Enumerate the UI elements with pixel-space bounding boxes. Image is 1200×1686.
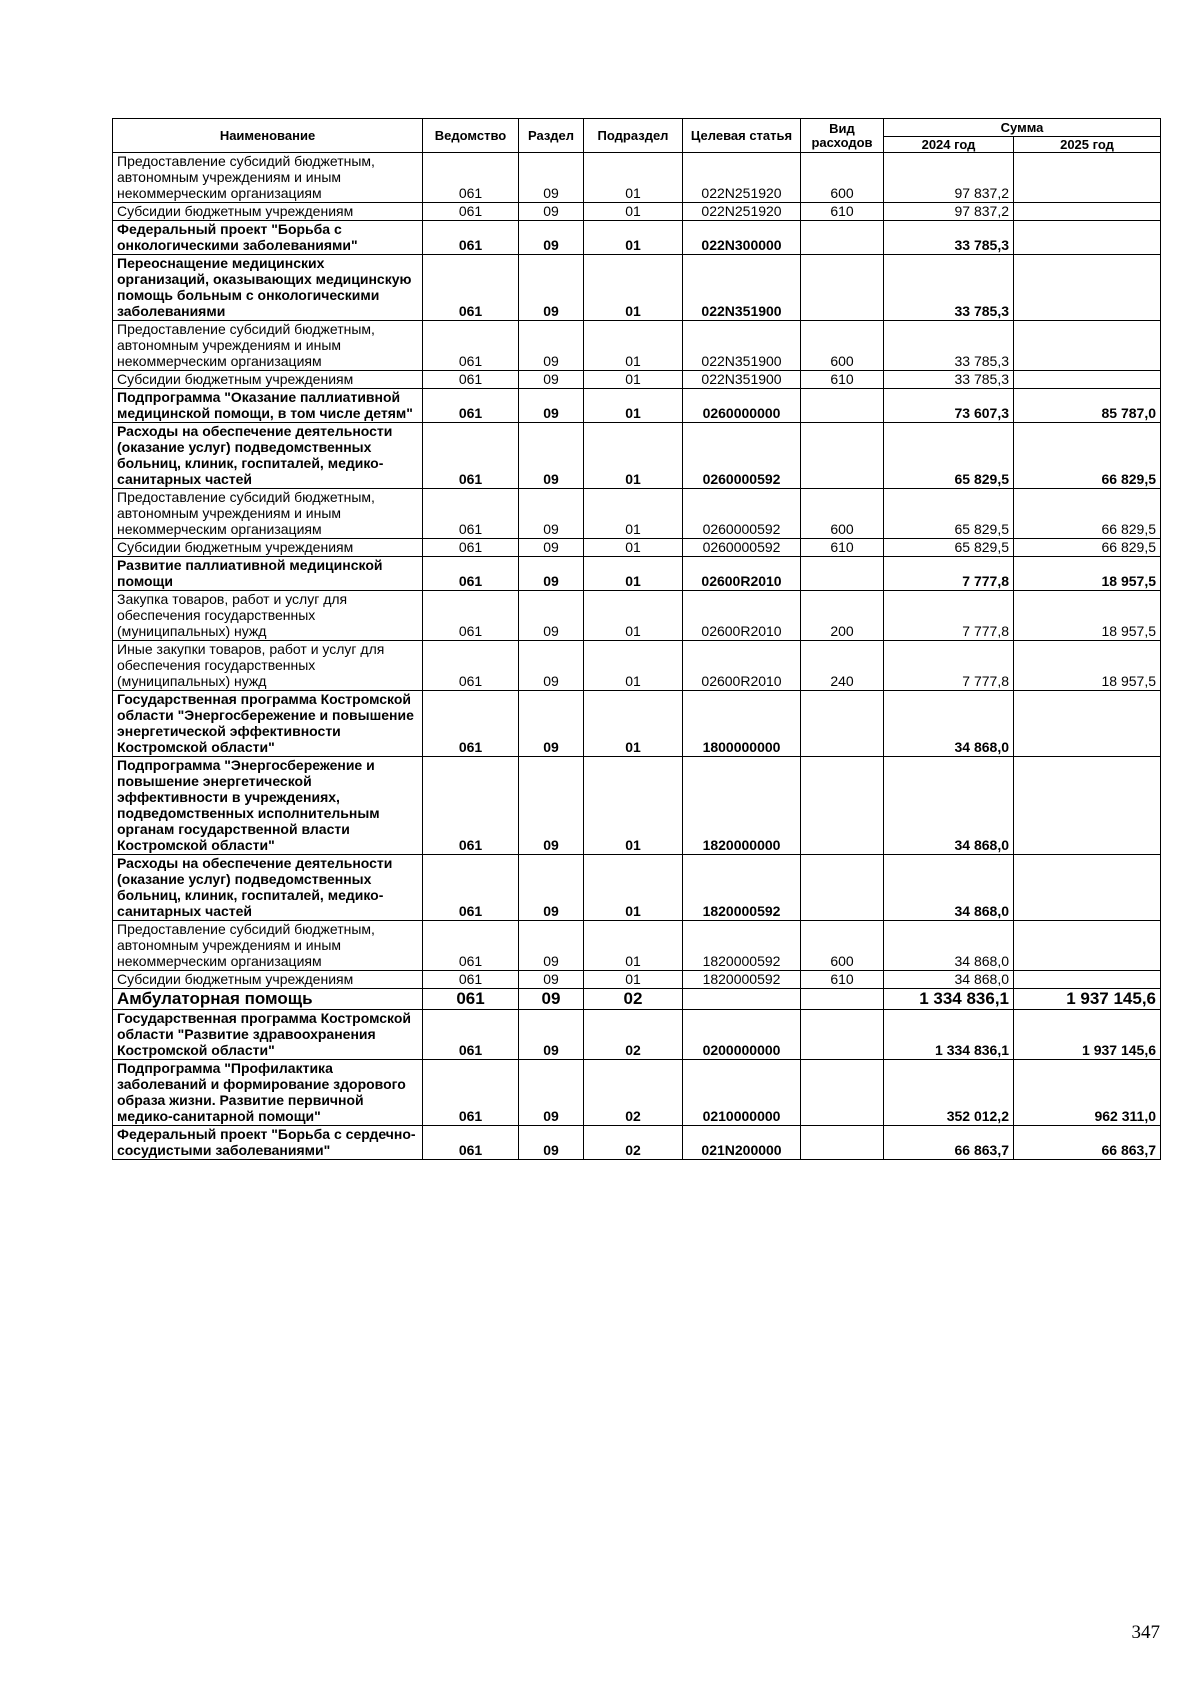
cell-dept: 061 <box>423 203 519 221</box>
table-row <box>113 1010 1161 1060</box>
cell-name: Государственная программа Костромской области "Развитие здравоохранения Костромской области" <box>113 1010 423 1060</box>
cell-section: 09 <box>519 153 584 203</box>
cell-target: 1820000000 <box>683 757 801 855</box>
cell-expense-type: 600 <box>801 489 884 539</box>
cell-target: 1820000592 <box>683 971 801 989</box>
cell-sum-2024: 34 868,0 <box>884 757 1014 855</box>
cell-target: 021N200000 <box>683 1126 801 1160</box>
cell-dept: 061 <box>423 971 519 989</box>
cell-section: 09 <box>519 321 584 371</box>
cell-section: 09 <box>519 371 584 389</box>
cell-name: Субсидии бюджетным учреждениям <box>113 371 423 389</box>
cell-target: 0260000592 <box>683 489 801 539</box>
cell-sum-2025 <box>1014 153 1161 203</box>
cell-name: Предоставление субсидий бюджетным, автономным учреждениям и иным некоммерческим организациям <box>113 153 423 203</box>
cell-dept: 061 <box>423 691 519 757</box>
cell-expense-type <box>801 557 884 591</box>
cell-sum-2024: 33 785,3 <box>884 255 1014 321</box>
table-row <box>113 153 1161 203</box>
table-row <box>113 539 1161 557</box>
cell-sum-2024: 65 829,5 <box>884 423 1014 489</box>
cell-target: 0210000000 <box>683 1060 801 1126</box>
cell-target: 022N251920 <box>683 203 801 221</box>
cell-dept: 061 <box>423 855 519 921</box>
cell-target: 1820000592 <box>683 921 801 971</box>
cell-subsection: 01 <box>584 489 683 539</box>
cell-subsection: 01 <box>584 557 683 591</box>
header-year-2024: 2024 год <box>884 137 1014 153</box>
cell-sum-2025: 18 957,5 <box>1014 557 1161 591</box>
cell-section: 09 <box>519 489 584 539</box>
header-name: Наименование <box>113 119 423 153</box>
cell-subsection: 01 <box>584 971 683 989</box>
cell-dept: 061 <box>423 489 519 539</box>
cell-subsection: 01 <box>584 691 683 757</box>
cell-name: Субсидии бюджетным учреждениям <box>113 539 423 557</box>
cell-sum-2024: 73 607,3 <box>884 389 1014 423</box>
cell-sum-2024: 34 868,0 <box>884 971 1014 989</box>
header-expense-type: Вид расходов <box>801 119 884 153</box>
table-row <box>113 255 1161 321</box>
cell-sum-2025 <box>1014 203 1161 221</box>
cell-expense-type <box>801 989 884 1010</box>
cell-expense-type <box>801 423 884 489</box>
table-row <box>113 203 1161 221</box>
cell-expense-type: 600 <box>801 921 884 971</box>
cell-dept: 061 <box>423 539 519 557</box>
cell-subsection: 01 <box>584 255 683 321</box>
cell-sum-2025 <box>1014 221 1161 255</box>
cell-target: 1820000592 <box>683 855 801 921</box>
cell-expense-type <box>801 1010 884 1060</box>
cell-sum-2024: 33 785,3 <box>884 321 1014 371</box>
cell-dept: 061 <box>423 371 519 389</box>
cell-expense-type <box>801 1126 884 1160</box>
cell-expense-type <box>801 389 884 423</box>
table-row <box>113 489 1161 539</box>
cell-name: Государственная программа Костромской области "Энергосбережение и повышение энергетической эффективности Костромской области" <box>113 691 423 757</box>
cell-dept: 061 <box>423 221 519 255</box>
cell-expense-type <box>801 691 884 757</box>
cell-section: 09 <box>519 989 584 1010</box>
cell-subsection: 01 <box>584 641 683 691</box>
cell-target <box>683 989 801 1010</box>
cell-sum-2025: 66 829,5 <box>1014 539 1161 557</box>
cell-subsection: 01 <box>584 539 683 557</box>
cell-sum-2025 <box>1014 757 1161 855</box>
table-row <box>113 1060 1161 1126</box>
cell-subsection: 01 <box>584 203 683 221</box>
table-row <box>113 371 1161 389</box>
cell-sum-2025: 1 937 145,6 <box>1014 1010 1161 1060</box>
cell-sum-2025 <box>1014 921 1161 971</box>
cell-sum-2024: 1 334 836,1 <box>884 1010 1014 1060</box>
cell-dept: 061 <box>423 1060 519 1126</box>
cell-sum-2024: 97 837,2 <box>884 203 1014 221</box>
cell-target: 02600R2010 <box>683 591 801 641</box>
table-header <box>113 119 1161 153</box>
cell-section: 09 <box>519 1010 584 1060</box>
cell-expense-type: 600 <box>801 321 884 371</box>
cell-subsection: 01 <box>584 423 683 489</box>
cell-sum-2024: 7 777,8 <box>884 557 1014 591</box>
table-row <box>113 691 1161 757</box>
header-sum: Сумма <box>884 119 1161 137</box>
cell-section: 09 <box>519 1060 584 1126</box>
cell-sum-2025: 66 829,5 <box>1014 489 1161 539</box>
cell-target: 022N351900 <box>683 321 801 371</box>
cell-name: Амбулаторная помощь <box>113 989 423 1010</box>
table-row <box>113 321 1161 371</box>
cell-sum-2024: 7 777,8 <box>884 591 1014 641</box>
cell-expense-type <box>801 255 884 321</box>
cell-dept: 061 <box>423 989 519 1010</box>
cell-subsection: 02 <box>584 1126 683 1160</box>
cell-subsection: 01 <box>584 321 683 371</box>
cell-subsection: 01 <box>584 921 683 971</box>
cell-target: 022N351900 <box>683 255 801 321</box>
cell-dept: 061 <box>423 591 519 641</box>
cell-target: 02600R2010 <box>683 557 801 591</box>
table-row <box>113 641 1161 691</box>
cell-subsection: 01 <box>584 591 683 641</box>
cell-sum-2025: 66 829,5 <box>1014 423 1161 489</box>
cell-section: 09 <box>519 591 584 641</box>
cell-section: 09 <box>519 855 584 921</box>
cell-sum-2025 <box>1014 321 1161 371</box>
cell-expense-type <box>801 1060 884 1126</box>
cell-sum-2024: 97 837,2 <box>884 153 1014 203</box>
cell-sum-2025: 962 311,0 <box>1014 1060 1161 1126</box>
table-row <box>113 557 1161 591</box>
cell-sum-2024: 65 829,5 <box>884 489 1014 539</box>
cell-expense-type: 610 <box>801 539 884 557</box>
cell-section: 09 <box>519 1126 584 1160</box>
cell-sum-2025: 1 937 145,6 <box>1014 989 1161 1010</box>
cell-target: 0200000000 <box>683 1010 801 1060</box>
cell-target: 02600R2010 <box>683 641 801 691</box>
cell-sum-2024: 66 863,7 <box>884 1126 1014 1160</box>
cell-sum-2024: 34 868,0 <box>884 855 1014 921</box>
cell-target: 0260000592 <box>683 539 801 557</box>
cell-dept: 061 <box>423 153 519 203</box>
cell-expense-type: 200 <box>801 591 884 641</box>
cell-dept: 061 <box>423 921 519 971</box>
cell-subsection: 01 <box>584 371 683 389</box>
cell-dept: 061 <box>423 1010 519 1060</box>
header-year-2025: 2025 год <box>1014 137 1161 153</box>
cell-name: Расходы на обеспечение деятельности (оказание услуг) подведомственных больниц, клиник, госпиталей, медико-санитарных частей <box>113 855 423 921</box>
cell-name: Предоставление субсидий бюджетным, автономным учреждениям и иным некоммерческим организациям <box>113 321 423 371</box>
table-row <box>113 971 1161 989</box>
cell-sum-2025 <box>1014 255 1161 321</box>
cell-sum-2025 <box>1014 855 1161 921</box>
cell-expense-type: 610 <box>801 371 884 389</box>
cell-expense-type: 600 <box>801 153 884 203</box>
cell-section: 09 <box>519 221 584 255</box>
cell-expense-type: 240 <box>801 641 884 691</box>
cell-target: 022N351900 <box>683 371 801 389</box>
cell-sum-2024: 7 777,8 <box>884 641 1014 691</box>
cell-expense-type <box>801 855 884 921</box>
cell-name: Федеральный проект "Борьба с сердечно-сосудистыми заболеваниями" <box>113 1126 423 1160</box>
cell-section: 09 <box>519 389 584 423</box>
cell-name: Субсидии бюджетным учреждениям <box>113 203 423 221</box>
budget-table <box>112 118 1161 1160</box>
cell-name: Развитие паллиативной медицинской помощи <box>113 557 423 591</box>
cell-subsection: 01 <box>584 389 683 423</box>
cell-target: 1800000000 <box>683 691 801 757</box>
table-row <box>113 1126 1161 1160</box>
cell-expense-type: 610 <box>801 203 884 221</box>
table-row <box>113 921 1161 971</box>
table-row <box>113 989 1161 1010</box>
table-row <box>113 423 1161 489</box>
cell-target: 022N251920 <box>683 153 801 203</box>
cell-subsection: 02 <box>584 1060 683 1126</box>
cell-section: 09 <box>519 423 584 489</box>
cell-dept: 061 <box>423 321 519 371</box>
header-target: Целевая статья <box>683 119 801 153</box>
cell-section: 09 <box>519 921 584 971</box>
cell-name: Субсидии бюджетным учреждениям <box>113 971 423 989</box>
cell-subsection: 01 <box>584 855 683 921</box>
cell-expense-type <box>801 221 884 255</box>
cell-section: 09 <box>519 557 584 591</box>
header-section: Раздел <box>519 119 584 153</box>
cell-sum-2025 <box>1014 371 1161 389</box>
table-row <box>113 591 1161 641</box>
cell-subsection: 02 <box>584 1010 683 1060</box>
cell-sum-2025 <box>1014 691 1161 757</box>
cell-section: 09 <box>519 255 584 321</box>
cell-name: Подпрограмма "Энергосбережение и повышение энергетической эффективности в учреждениях, подведомственных исполнительным органам государственной власти Костромской области" <box>113 757 423 855</box>
cell-section: 09 <box>519 691 584 757</box>
cell-target: 0260000000 <box>683 389 801 423</box>
cell-section: 09 <box>519 757 584 855</box>
cell-name: Расходы на обеспечение деятельности (оказание услуг) подведомственных больниц, клиник, госпиталей, медико-санитарных частей <box>113 423 423 489</box>
cell-name: Подпрограмма "Профилактика заболеваний и формирование здорового образа жизни. Развитие первичной медико-санитарной помощи" <box>113 1060 423 1126</box>
cell-sum-2024: 65 829,5 <box>884 539 1014 557</box>
cell-dept: 061 <box>423 389 519 423</box>
cell-name: Предоставление субсидий бюджетным, автономным учреждениям и иным некоммерческим организациям <box>113 921 423 971</box>
header-dept: Ведомство <box>423 119 519 153</box>
table-row <box>113 855 1161 921</box>
cell-sum-2024: 34 868,0 <box>884 691 1014 757</box>
cell-expense-type: 610 <box>801 971 884 989</box>
cell-section: 09 <box>519 203 584 221</box>
cell-subsection: 01 <box>584 153 683 203</box>
cell-sum-2024: 33 785,3 <box>884 221 1014 255</box>
cell-sum-2025 <box>1014 971 1161 989</box>
cell-dept: 061 <box>423 757 519 855</box>
cell-subsection: 02 <box>584 989 683 1010</box>
cell-sum-2025: 18 957,5 <box>1014 591 1161 641</box>
cell-sum-2024: 1 334 836,1 <box>884 989 1014 1010</box>
cell-expense-type <box>801 757 884 855</box>
cell-subsection: 01 <box>584 221 683 255</box>
cell-name: Закупка товаров, работ и услуг для обеспечения государственных (муниципальных) нужд <box>113 591 423 641</box>
cell-sum-2024: 352 012,2 <box>884 1060 1014 1126</box>
header-subsection: Подраздел <box>584 119 683 153</box>
cell-sum-2024: 33 785,3 <box>884 371 1014 389</box>
cell-section: 09 <box>519 641 584 691</box>
page-number: 347 <box>1131 1622 1160 1643</box>
cell-dept: 061 <box>423 1126 519 1160</box>
table-row <box>113 389 1161 423</box>
budget-sheet <box>112 118 1160 1160</box>
table-row <box>113 221 1161 255</box>
cell-dept: 061 <box>423 641 519 691</box>
cell-name: Подпрограмма "Оказание паллиативной медицинской помощи, в том числе детям" <box>113 389 423 423</box>
cell-sum-2025: 85 787,0 <box>1014 389 1161 423</box>
cell-sum-2025: 18 957,5 <box>1014 641 1161 691</box>
cell-target: 0260000592 <box>683 423 801 489</box>
cell-target: 022N300000 <box>683 221 801 255</box>
cell-name: Федеральный проект "Борьба с онкологическими заболеваниями" <box>113 221 423 255</box>
cell-dept: 061 <box>423 557 519 591</box>
cell-name: Предоставление субсидий бюджетным, автономным учреждениям и иным некоммерческим организациям <box>113 489 423 539</box>
table-body <box>113 153 1161 1160</box>
cell-subsection: 01 <box>584 757 683 855</box>
cell-dept: 061 <box>423 423 519 489</box>
cell-sum-2025: 66 863,7 <box>1014 1126 1161 1160</box>
table-row <box>113 757 1161 855</box>
cell-dept: 061 <box>423 255 519 321</box>
cell-name: Переоснащение медицинских организаций, оказывающих медицинскую помощь больным с онкологическими заболеваниями <box>113 255 423 321</box>
cell-section: 09 <box>519 539 584 557</box>
cell-section: 09 <box>519 971 584 989</box>
cell-name: Иные закупки товаров, работ и услуг для обеспечения государственных (муниципальных) нужд <box>113 641 423 691</box>
cell-sum-2024: 34 868,0 <box>884 921 1014 971</box>
